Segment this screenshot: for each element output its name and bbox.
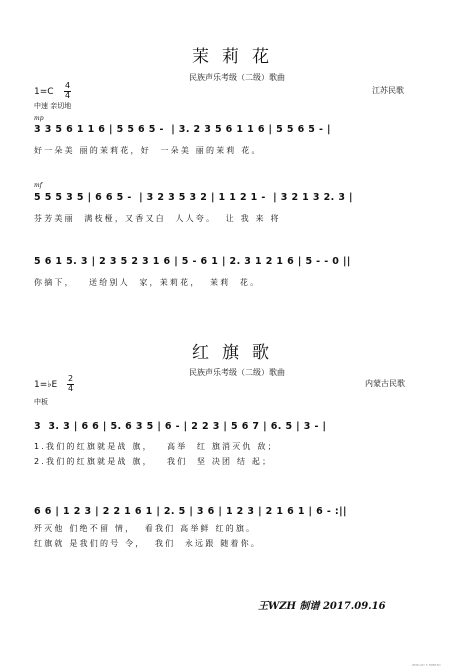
song1-row3-lyrics: 你摘下， 送给别人 家，茉莉花， 茉莉 花。 <box>34 278 261 287</box>
song2-row1-lyrics2: 2.我们的红旗就是战 旗， 我们 坚 决团 结 起； <box>34 457 273 466</box>
song2-origin: 内蒙古民歌 <box>365 379 405 388</box>
song1-row1-notes: 3 3 5 6 1 1 6 | 5 5 6 5 - | 3. 2 3 5 6 1 1 6 | 5 5 6 5 - | <box>34 124 331 135</box>
song2-title: 红旗歌 <box>192 343 282 363</box>
song1-row2-lyrics: 芬芳美丽 满枝桠，又香又白 人人夸。 让 我 来 将 <box>34 214 281 223</box>
song1-origin: 江苏民歌 <box>372 86 404 95</box>
song1-time-bottom: 4 <box>65 91 71 100</box>
song1-row3-notes: 5 6 1 5. 3 | 2 3 5 2 3 1 6 | 5 - 6 1 | 2. 3 1 2 1 6 | 5 - - 0 || <box>34 256 351 267</box>
song1-key: 1=C <box>34 87 54 97</box>
song2-subtitle: 民族声乐考级（二级）歌曲 <box>189 368 285 377</box>
song1-tempo: 中速 亲切地 <box>34 102 72 110</box>
song2-row2-lyrics2: 红旗就 是我们的号 令， 我们 永远跟 随着你。 <box>34 539 261 548</box>
song1-dynamic-2: mf <box>34 182 42 189</box>
song2-row1-lyrics1: 1.我们的红旗就是战 旗， 高举 红 旗消灭仇 敌； <box>34 442 278 451</box>
song1-subtitle: 民族声乐考级（二级）歌曲 <box>189 73 285 82</box>
song2-time-bottom: 4 <box>68 384 74 393</box>
signature: 王WZH 制谱 2017.09.16 <box>258 601 386 612</box>
song1-row2-notes: 5 5 5 3 5 | 6 6 5 - | 3 2 3 5 3 2 | 1 1 2 1 - | 3 2 1 3 2. 3 | <box>34 192 353 203</box>
song2-row1-notes: 3 3. 3 | 6 6 | 5. 6 3 5 | 6 - | 2 2 3 | 5 6 7 | 6. 5 | 3 - | <box>34 421 327 432</box>
song2-key: 1=♭E <box>34 380 58 390</box>
song2-tempo: 中板 <box>34 398 48 406</box>
song2-row2-lyrics1: 歼灭他 们绝不留 情， 看我们 高举鲜 红的旗。 <box>34 524 257 533</box>
song2-time-top: 2 <box>68 374 74 383</box>
song2-row2-notes: 6 6 | 1 2 3 | 2 2 1 6 1 | 2. 5 | 3 6 | 1 2 3 | 2 1 6 1 | 6 - :|| <box>34 506 347 517</box>
song1-title: 茉莉花 <box>192 47 282 67</box>
song1-time-top: 4 <box>65 81 71 90</box>
song1-row1-lyrics: 好一朵美 丽的茉莉花，好 一朵美 丽的茉莉 花。 <box>34 146 262 155</box>
watermark: ZM8 LRY 5 FREE3D <box>412 663 441 667</box>
song1-dynamic-1: mp <box>34 115 44 122</box>
